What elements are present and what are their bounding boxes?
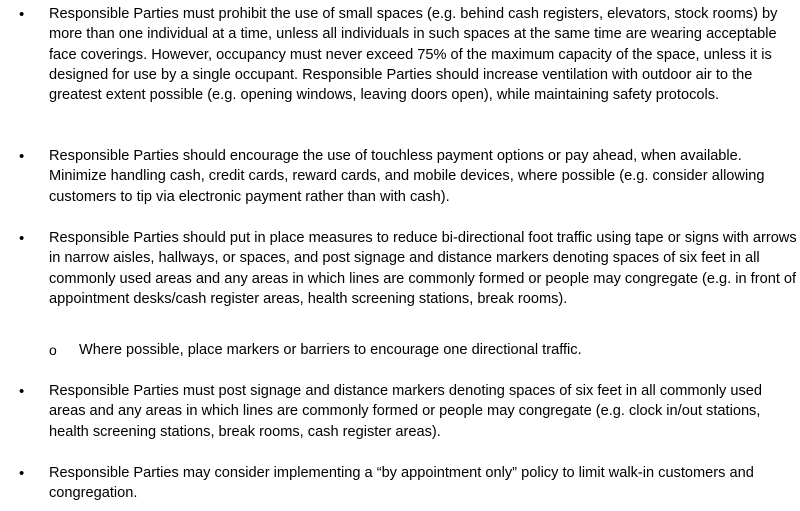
bullet-text: Responsible Parties must post signage and distance markers denoting spaces of six feet in all commonly used areas and any areas in which lines are commonly formed or people may congregate (e.g. clock in/out stations, health screening stations, break rooms, cash register areas). — [49, 383, 763, 440]
bullet-text: Responsible Parties may consider implementing a “by appointment only” policy to limit walk-in customers and congregation. — [49, 465, 754, 502]
bullet-marker: • — [19, 383, 25, 400]
bullet-text: Responsible Parties should encourage the use of touchless payment options or pay ahead, when available. Minimize handling cash, credit cards, reward cards, and mobile devices, where possible (e.g. consider allowing customers to tip via electronic payment rather than with cash). — [49, 148, 765, 205]
bullet-text: Responsible Parties must prohibit the use of small spaces (e.g. behind cash registers, elevators, stock rooms) by more than one individual at a time, unless all individuals in such spaces at the same time are wearing acceptable face coverings. However, occupancy must never exceed 75% of the maximum capacity of the space, unless it is designed for use by a single occupant. Responsible Parties should increase ventilation with outdoor air to the greatest extent possible (e.g. opening windows, leaving doors open), while maintaining safety protocols. — [49, 6, 778, 104]
sub-bullet-marker: o — [49, 342, 57, 358]
bullet-marker: • — [19, 6, 25, 23]
bullet-marker: • — [19, 148, 25, 165]
sub-bullet-text: Where possible, place markers or barriers to encourage one directional traffic. — [79, 342, 582, 358]
bullet-marker: • — [19, 230, 25, 247]
bullet-marker: • — [19, 465, 25, 482]
bullet-text: Responsible Parties should put in place measures to reduce bi-directional foot traffic using tape or signs with arrows in narrow aisles, hallways, or spaces, and post signage and distance markers denoting spaces of six feet in all commonly used areas and any areas in which lines are commonly formed or people may congregate (e.g. in front of appointment desks/cash register areas, health screening stations, break rooms). — [49, 230, 797, 307]
